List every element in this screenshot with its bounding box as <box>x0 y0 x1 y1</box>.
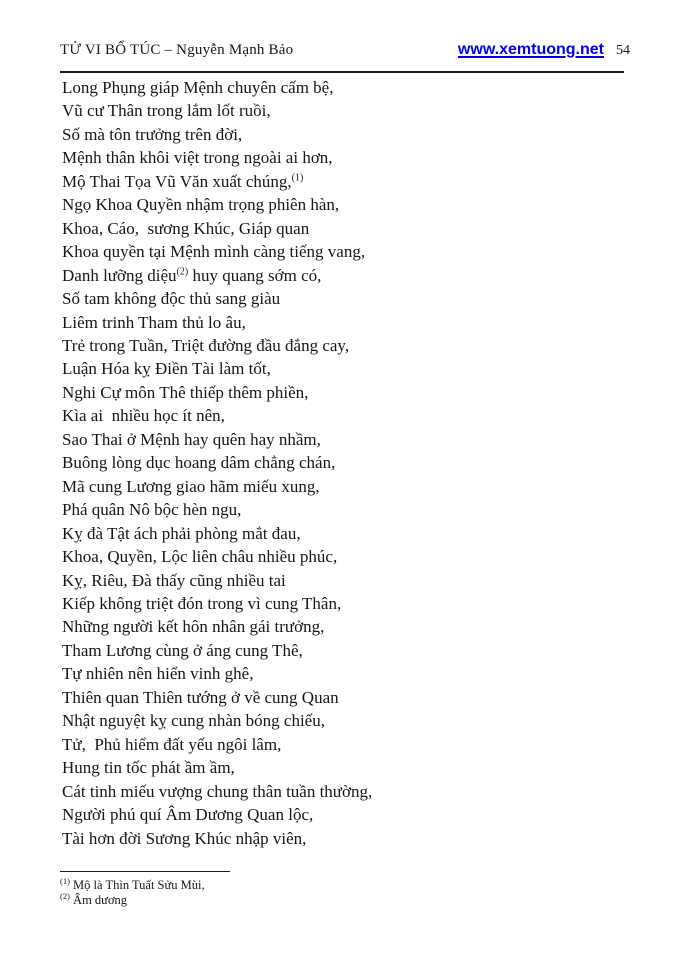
poem-line: Luận Hóa kỵ Điền Tài làm tốt, <box>62 359 271 379</box>
poem-body <box>62 76 622 850</box>
site-link[interactable]: www.xemtuong.net <box>457 41 604 58</box>
poem-line: Người phú quí Âm Dương Quan lộc, <box>62 805 314 825</box>
poem-line: Kỵ đà Tật ách phải phòng mắt đau, <box>62 523 301 543</box>
poem-line: Ngọ Khoa Quyền nhậm trọng phiên hàn, <box>62 195 340 215</box>
poem-line: Khoa quyền tại Mệnh mình càng tiếng vang, <box>62 242 366 262</box>
poem-line: Khoa, Cáo, sương Khúc, Giáp quan <box>62 218 310 238</box>
footnote-line: $^{(1)}$ Mộ là Thìn Tuất Sửu Mùi, <box>60 875 205 892</box>
poem-line: Số mà tôn trưởng trên đời, <box>62 124 243 144</box>
poem-line: Tài hơn đời Sương Khúc nhập viên, <box>62 828 307 848</box>
poem-line: Tự nhiên nên hiển vinh ghê, <box>62 664 254 684</box>
poem-line: Khoa, Quyền, Lộc liên châu nhiều phúc, <box>62 547 338 567</box>
footnote-marker: (2) <box>60 890 70 901</box>
header-rule <box>60 71 624 73</box>
poem-line: Tham Lương cùng ở áng cung Thê, <box>62 640 303 660</box>
poem-line: Mã cung Lương giao hãm miếu xung, <box>62 476 320 496</box>
poem-line: Số tam không độc thủ sang giàu <box>62 289 281 309</box>
poem-line: Mệnh thân khôi việt trong ngoài ai hơn, <box>62 148 333 168</box>
footnotes <box>60 875 560 907</box>
footnote-separator <box>60 871 230 872</box>
poem-line: Tử, Phủ hiểm đất yếu ngôi lâm, <box>62 734 282 754</box>
poem-line: Những người kết hôn nhân gái trưởng, <box>62 617 325 637</box>
poem-line: Sao Thai ở Mệnh hay quên hay nhầm, <box>62 429 321 449</box>
poem-line: Danh lưỡng diệu$^{(2)}$ huy quang sớm có, <box>62 265 322 285</box>
poem-line: Nghi Cự môn Thê thiếp thêm phiền, <box>62 382 309 402</box>
page-header <box>60 41 630 59</box>
poem-line: Long Phụng giáp Mệnh chuyên cấm bệ, <box>62 78 334 97</box>
poem-line: Mộ Thai Tọa Vũ Văn xuất chúng,$^{(1)}$ <box>62 171 304 191</box>
poem-line: Vũ cư Thân trong lắm lốt ruồi, <box>62 101 271 121</box>
poem-line: Phá quân Nô bộc hèn ngu, <box>62 500 242 520</box>
poem-line: Trẻ trong Tuần, Triệt đường đầu đắng cay, <box>62 335 350 355</box>
poem-line: Liêm trinh Tham thủ lo âu, <box>62 312 246 332</box>
poem-line: Cát tinh miếu vượng chung thân tuần thường, <box>62 781 373 801</box>
footnote-marker: (1) <box>60 875 70 886</box>
footnote-ref: (1) <box>291 172 304 184</box>
poem-line: Kiếp không triệt đón trong vì cung Thân, <box>62 593 342 613</box>
poem-line: Hung tin tốc phát ầm ầm, <box>62 758 235 778</box>
page-number: 54 <box>616 43 630 58</box>
poem-line: Buông lòng dục hoang dâm chẳng chán, <box>62 453 336 473</box>
footnote-line: $^{(2)}$ Âm dương <box>60 890 128 907</box>
poem-line: Nhật nguyệt kỵ cung nhàn bóng chiếu, <box>62 711 325 731</box>
poem-line: Kỵ, Riêu, Đà thấy cũng nhiều tai <box>62 570 286 590</box>
poem-line: Thiên quan Thiên tướng ở về cung Quan <box>62 687 339 707</box>
book-title: TỬ VI BỔ TÚC – Nguyễn Mạnh Bảo <box>60 42 294 58</box>
footnote-ref: (2) <box>176 265 189 277</box>
poem-line: Kìa ai nhiều học ít nên, <box>62 406 225 426</box>
